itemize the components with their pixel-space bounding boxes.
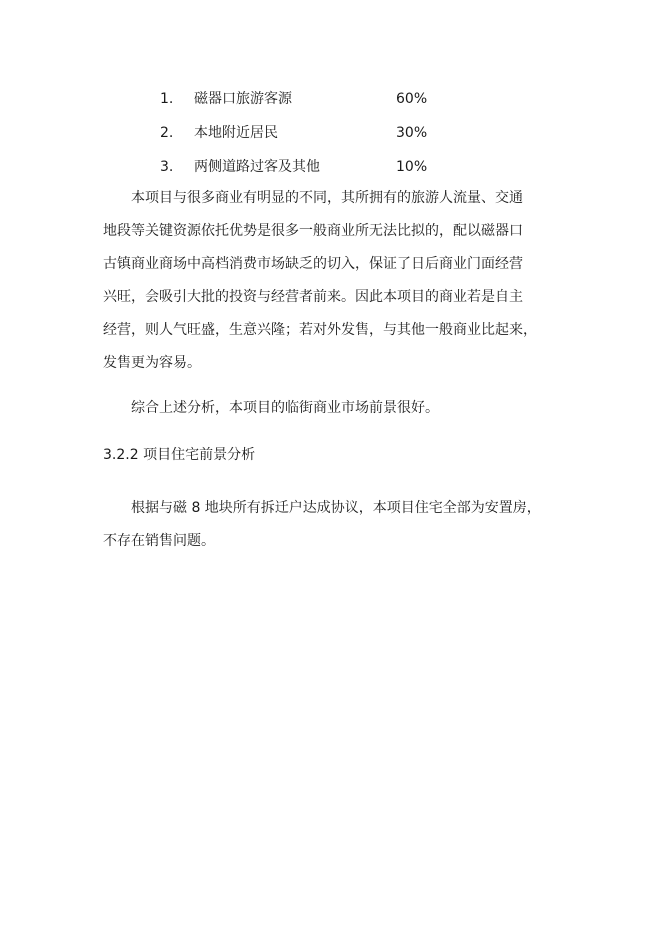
list-number: 3. xyxy=(160,159,174,175)
list-label: 磁器口旅游客源 xyxy=(194,91,292,107)
paragraph-line: 古镇商业商场中高档消费市场缺乏的切入，保证了日后商业门面经营 xyxy=(103,256,523,272)
paragraph-summary xyxy=(103,392,567,425)
list-percentage: 30% xyxy=(396,125,428,141)
paragraph-line: 综合上述分析，本项目的临街商业市场前景很好。 xyxy=(131,400,439,416)
list-number: 1. xyxy=(160,91,174,107)
paragraph-line: 地段等关键资源依托优势是很多一般商业所无法比拟的，配以磁器口 xyxy=(103,223,523,239)
paragraph-commercial-advantage xyxy=(103,182,567,380)
paragraph-residential xyxy=(103,492,567,558)
section-heading: 3.2.2 项目住宅前景分析 xyxy=(103,447,256,463)
paragraph-line: 兴旺，会吸引大批的投资与经营者前来。因此本项目的商业若是自主 xyxy=(103,289,523,305)
list-number: 2. xyxy=(160,125,174,141)
list-label: 两侧道路过客及其他 xyxy=(194,159,320,175)
list-percentage: 10% xyxy=(396,159,428,175)
paragraph-line: 经营，则人气旺盛，生意兴隆；若对外发售，与其他一般商业比起来， xyxy=(103,322,537,338)
list-percentage: 60% xyxy=(396,91,428,107)
paragraph-line: 不存在销售问题。 xyxy=(103,533,215,549)
paragraph-line: 发售更为容易。 xyxy=(103,355,201,371)
paragraph-line: 本项目与很多商业有明显的不同，其所拥有的旅游人流量、交通 xyxy=(131,190,523,206)
list-label: 本地附近居民 xyxy=(194,125,278,141)
paragraph-line: 根据与磁 8 地块所有拆迁户达成协议，本项目住宅全部为安置房， xyxy=(131,500,541,516)
